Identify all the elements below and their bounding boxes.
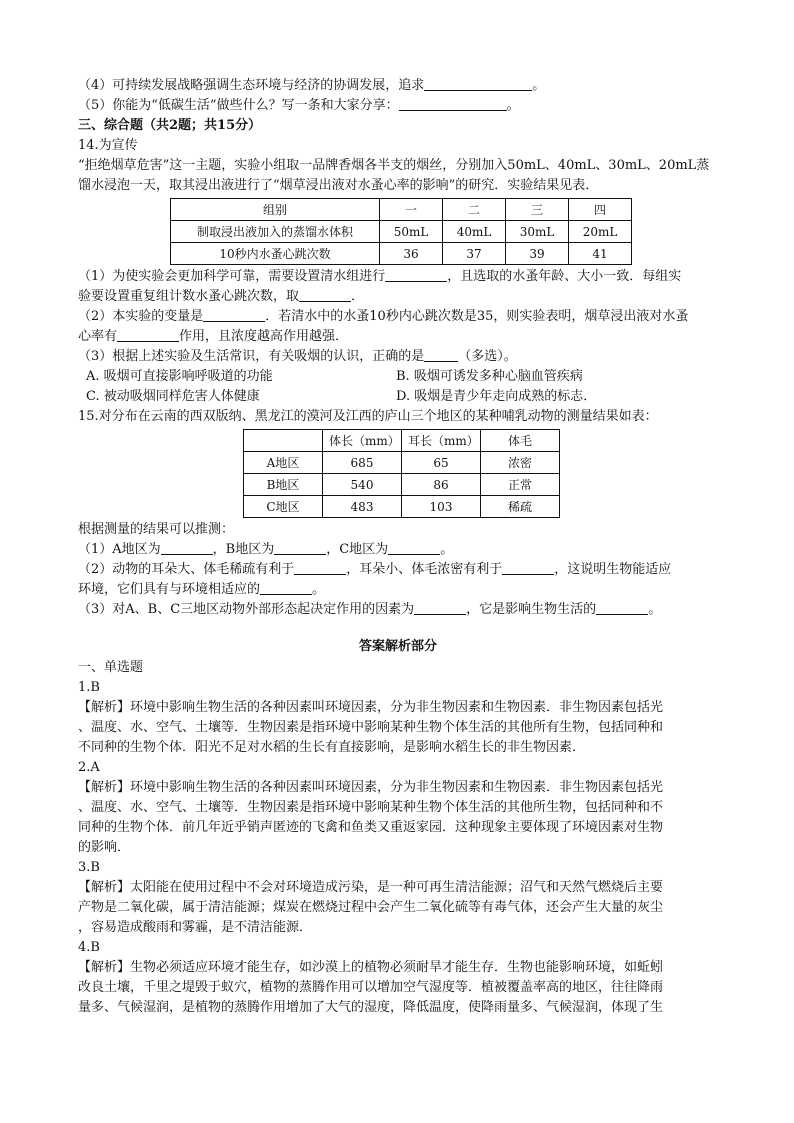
q15-infer: 根据测量的结果可以推测：: [78, 522, 235, 537]
q14-part2-line1: [78, 307, 718, 327]
answer-blank[interactable]: [502, 560, 554, 575]
answer-number: 4.B: [78, 940, 100, 955]
answer-blank[interactable]: [294, 560, 346, 575]
q14-part3-text: （多选）。: [458, 349, 517, 364]
table-cell: 体长（mm）: [323, 430, 402, 452]
answers-section1: 一、单选题: [78, 660, 144, 675]
answer-explanation-line: ，容易造成酸雨和雾霾，是不清洁能源．: [78, 920, 313, 935]
answer-number: 2.A: [78, 760, 100, 775]
table-cell: 三: [506, 199, 569, 221]
q13-part5-text: （5）你能为“低碳生活”做些什么？写一条和大家分享：: [78, 98, 399, 113]
q14-table: [170, 198, 632, 265]
table-cell: 制取浸出液加入的蒸馏水体积: [171, 221, 380, 243]
q15-part2-text: 环境，它们具有与环境相适应的: [78, 582, 261, 597]
q15-part2-text: ，这说明生物能适应: [554, 562, 672, 577]
q14-part1-text: 验要设置重复组计数水蚤心跳次数，取: [78, 289, 300, 304]
q14-part2-text: 作用，且浓度越高作用越强．: [179, 329, 349, 344]
q15-part1-text: （1）A地区为: [78, 542, 161, 557]
q13-part4: [78, 76, 718, 96]
answer-explanation-line: 【解析】环境中影响生物生活的各种因素叫环境因素，分为非生物因素和生物因素．非生物因素包括光: [78, 780, 664, 795]
answer-blank[interactable]: [260, 580, 312, 595]
q14-part3-text: （3）根据上述实验及生活常识，有关吸烟的认识，正确的是: [78, 349, 425, 364]
answer-blank[interactable]: [399, 96, 507, 111]
answer-explanation-line: 【解析】环境中影响生物生活的各种因素叫环境因素，分为非生物因素和生物因素．非生物因素包括光: [78, 700, 664, 715]
table-cell: 40mL: [443, 221, 506, 243]
table-row: [244, 452, 560, 474]
answer-explanation-line: 的影响．: [78, 840, 131, 855]
table-cell: 86: [402, 474, 481, 496]
q15-part2-text: ，耳朵小、体毛浓密有利于: [346, 562, 503, 577]
table-cell: 483: [323, 496, 402, 518]
table-cell: 20mL: [569, 221, 632, 243]
answer-number: 1.B: [78, 680, 100, 695]
answer-blank[interactable]: [161, 540, 213, 555]
table-cell: 10秒内水蚤心跳次数: [171, 243, 380, 265]
answer-number: 3.B: [78, 860, 100, 875]
table-cell: 正常: [481, 474, 560, 496]
table-cell: 540: [323, 474, 402, 496]
table-cell: C地区: [244, 496, 323, 518]
q14-part2-text: （2）本实验的变量是: [78, 309, 204, 324]
q15-part1-text: 。: [440, 542, 454, 557]
answer-explanation-line: 、温度、水、空气、土壤等．生物因素是指环境中影响某种生物个体生活的其他所有生物，包括同种和: [78, 720, 664, 735]
q15-part3-text: ，它是影响生物生活的: [466, 602, 597, 617]
answer-blank[interactable]: [117, 327, 179, 342]
table-cell: 一: [380, 199, 443, 221]
answers-title: 答案解析部分: [358, 639, 437, 654]
table-cell: 50mL: [380, 221, 443, 243]
answer-explanation-line: 量多、气候湿润，是植物的蒸腾作用增加了大气的湿度，降低温度，使降雨量多、气候湿润，体现了生: [78, 1000, 664, 1015]
q13-part4-suffix: 。: [532, 78, 546, 93]
q14-part1-text: ．: [351, 289, 365, 304]
q15-intro: 15.对分布在云南的西双版纳、黑龙江的漠河及江西的庐山三个地区的某种哺乳动物的测量结果如表：: [78, 409, 658, 424]
table-cell: A地区: [244, 452, 323, 474]
q15-table: [243, 429, 560, 518]
option-b[interactable]: B. 吸烟可诱发多种心脑血管疾病: [396, 369, 583, 384]
q15-part3: [78, 600, 718, 620]
answer-blank[interactable]: [414, 600, 466, 615]
q14-head: 14.为宣传: [78, 138, 138, 153]
q14-part2-line2: [78, 327, 718, 347]
answer-blank[interactable]: [388, 540, 440, 555]
table-cell: 稀疏: [481, 496, 560, 518]
table-cell: 浓密: [481, 452, 560, 474]
q15-part3-text: 。: [648, 602, 662, 617]
q15-part1: [78, 540, 718, 560]
q14-options-row1: [78, 367, 718, 387]
q14-part1-line2: [78, 287, 718, 307]
table-cell: 65: [402, 452, 481, 474]
q14-part1-text: （1）为使实验会更加科学可靠，需要设置清水组进行: [78, 269, 386, 284]
answer-blank[interactable]: [385, 267, 447, 282]
q14-part1-line1: [78, 267, 718, 287]
table-cell: B地区: [244, 474, 323, 496]
table-row: [171, 243, 632, 265]
q14-part2-text: ．若清水中的水蚤10秒内心跳次数是35，则实验表明，烟草浸出液对水蚤: [265, 309, 689, 324]
table-row: [244, 474, 560, 496]
table-cell: 685: [323, 452, 402, 474]
option-c[interactable]: C. 被动吸烟同样危害人体健康: [86, 389, 260, 404]
table-cell: 二: [443, 199, 506, 221]
answer-explanation-line: 同种的生物个体．前几年近乎销声匿迹的飞禽和鱼类又重返家园．这种现象主要体现了环境因素对生物: [78, 820, 664, 835]
answer-explanation-line: 产物是二氧化碳，属于清洁能源；煤炭在燃烧过程中会产生二氧化硫等有毒气体，还会产生大量的灰尘: [78, 900, 664, 915]
table-cell: 30mL: [506, 221, 569, 243]
answer-explanation-line: 【解析】太阳能在使用过程中不会对环境造成污染，是一种可再生清洁能源；沼气和天然气燃烧后主要: [78, 880, 664, 895]
q13-part5: [78, 96, 718, 116]
table-cell: 41: [569, 243, 632, 265]
q13-part5-suffix: 。: [506, 98, 520, 113]
table-row: [244, 430, 560, 452]
q14-part1-text: ，且选取的水蚤年龄、大小一致．每组实: [447, 269, 682, 284]
q14-options-row2: [78, 387, 718, 407]
answer-blank[interactable]: [596, 600, 648, 615]
table-cell: 组别: [171, 199, 380, 221]
table-cell: 36: [380, 243, 443, 265]
q14-intro: “拒绝烟草危害”这一主题，实验小组取一品牌香烟各半支的烟丝，分别加入50mL、40mL、30mL、20mL蒸馏水浸泡一天，取其浸出液进行了“烟草浸出液对水蚤心率的影响”的研究．实验结果见表．: [78, 158, 710, 193]
q13-part4-text: （4）可持续发展战略强调生态环境与经济的协调发展，追求: [78, 78, 425, 93]
option-d[interactable]: D. 吸烟是青少年走向成熟的标志．: [396, 389, 597, 404]
q14-part3: [78, 347, 718, 367]
answer-explanation-line: 【解析】生物必须适应环境才能生存，如沙漠上的植物必须耐旱才能生存．生物也能影响环境，如蚯蚓: [78, 960, 664, 975]
table-cell: 体毛: [481, 430, 560, 452]
answer-explanation-line: 不同种的生物个体．阳光不足对水稻的生长有直接影响，是影响水稻生长的非生物因素．: [78, 740, 586, 755]
table-row: [171, 199, 632, 221]
table-cell: 37: [443, 243, 506, 265]
q15-part2-line1: [78, 560, 718, 580]
answer-explanation-line: 改良土壤，千里之堤毁于蚁穴，植物的蒸腾作用可以增加空气湿度等．植被覆盖率高的地区，往往降雨: [78, 980, 664, 995]
answer-blank[interactable]: [424, 347, 458, 362]
table-cell: 四: [569, 199, 632, 221]
option-a[interactable]: A. 吸烟可直接影响呼吸道的功能: [86, 369, 273, 384]
q15-part2-line2: [78, 580, 718, 600]
q15-part1-text: ，C地区为: [326, 542, 389, 557]
answer-blank[interactable]: [274, 540, 326, 555]
table-row: [244, 496, 560, 518]
table-cell: 39: [506, 243, 569, 265]
q15-part2-text: （2）动物的耳朵大、体毛稀疏有利于: [78, 562, 295, 577]
section3-title: 三、综合题（共2题；共15分）: [78, 118, 262, 133]
answer-blank[interactable]: [203, 307, 265, 322]
table-cell: 103: [402, 496, 481, 518]
answer-blank[interactable]: [424, 76, 532, 91]
q15-part3-text: （3）对A、B、C三地区动物外部形态起决定作用的因素为: [78, 602, 415, 617]
q15-part2-text: 。: [312, 582, 326, 597]
document-page: [78, 76, 718, 1018]
answer-blank[interactable]: [299, 287, 351, 302]
answer-explanation-line: 、温度、水、空气、土壤等．生物因素是指环境中影响某种生物个体生活的其他所生物，包括同种和不: [78, 800, 664, 815]
table-cell: [244, 430, 323, 452]
table-cell: 耳长（mm）: [402, 430, 481, 452]
q15-part1-text: ，B地区为: [212, 542, 275, 557]
q14-part2-text: 心率有: [78, 329, 118, 344]
table-row: [171, 221, 632, 243]
